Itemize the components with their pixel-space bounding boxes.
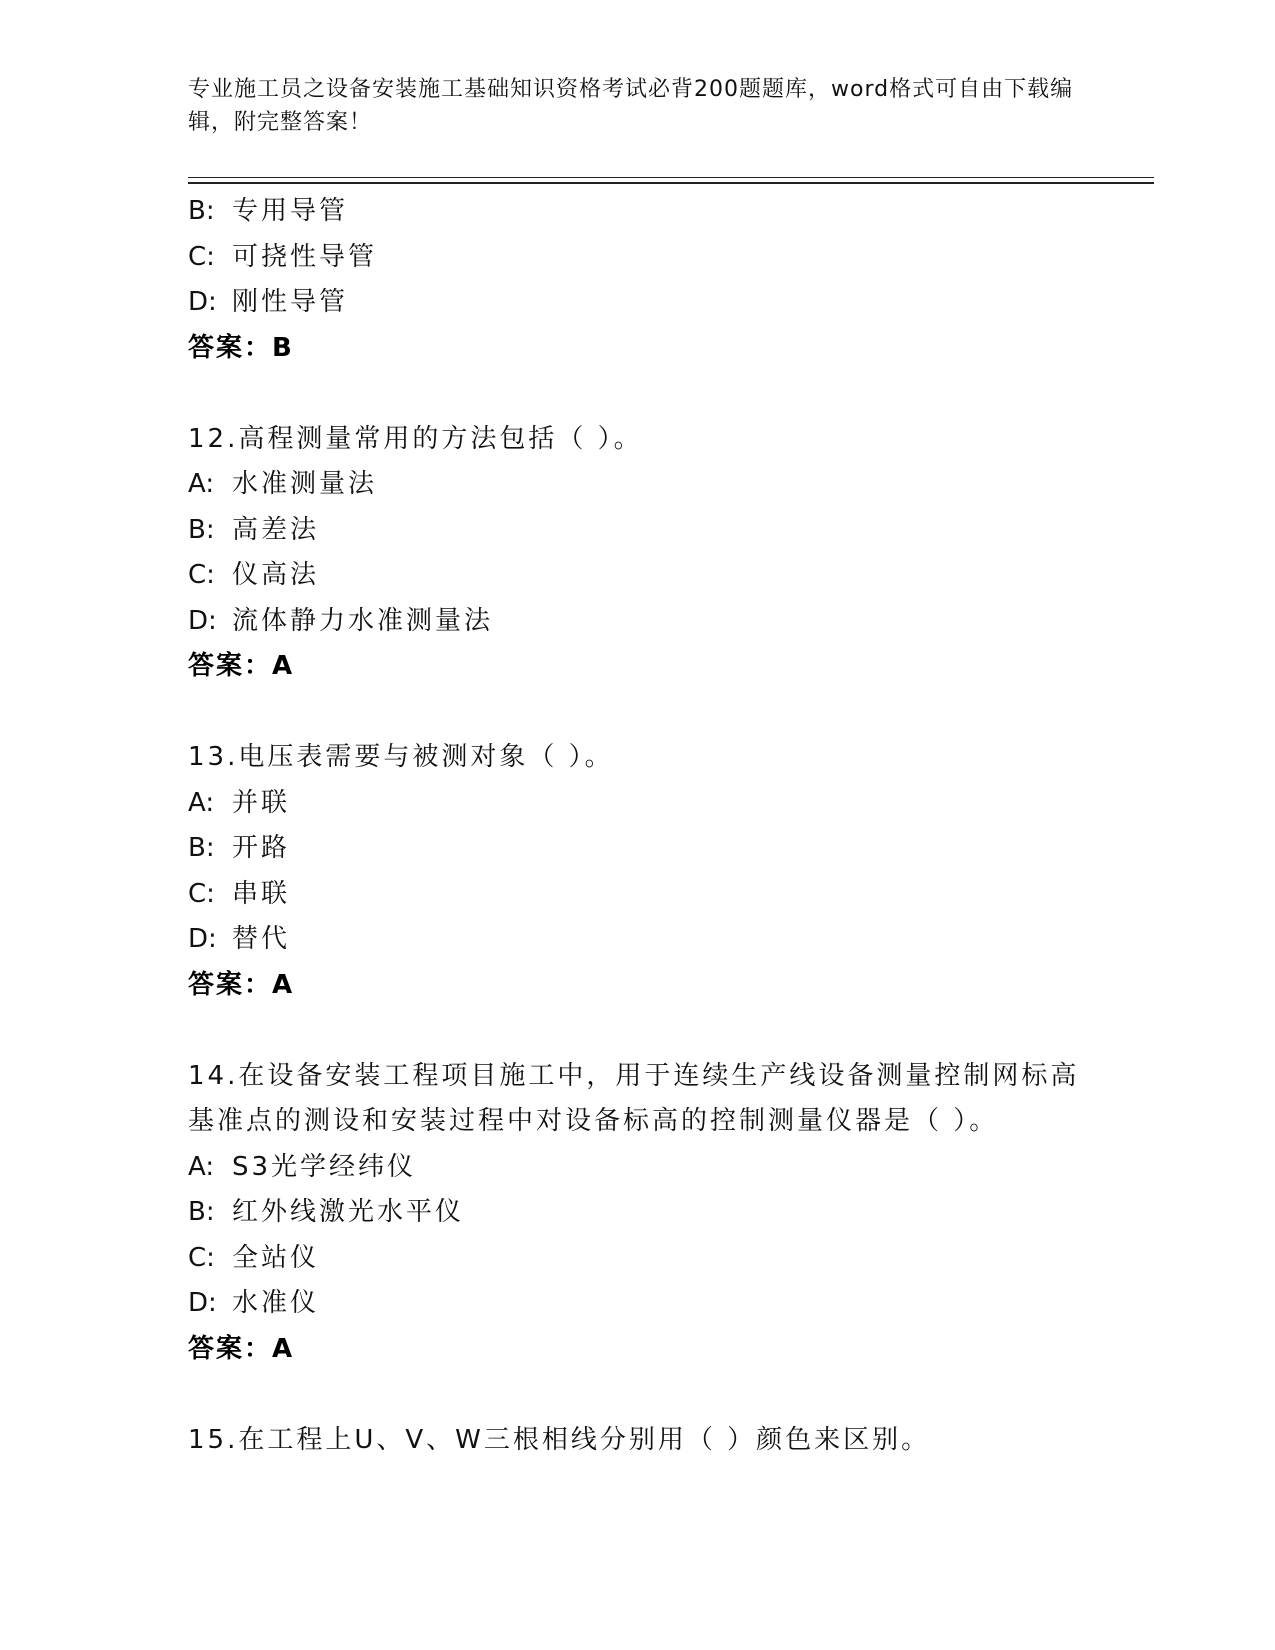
option-letter: C: <box>188 241 215 272</box>
option-text: 水准仪 <box>232 1288 320 1318</box>
option-letter: C: <box>188 878 215 909</box>
q12-option-a <box>188 462 1088 508</box>
option-text: 可挠性导管 <box>232 241 378 272</box>
q11-option-b <box>188 189 1088 235</box>
spacer <box>188 371 1088 417</box>
question-list <box>188 189 1088 1463</box>
option-text: 水准测量法 <box>232 469 378 499</box>
option-letter: D: <box>188 924 217 954</box>
q11-answer: 答案：B <box>188 332 294 363</box>
q13-option-a <box>188 781 1088 827</box>
q11-option-c <box>188 235 1088 281</box>
option-text: S3光学经纬仪 <box>232 1151 417 1182</box>
header-rule-thin <box>188 177 1154 178</box>
option-text: 全站仪 <box>232 1242 320 1273</box>
option-letter: B: <box>188 514 215 545</box>
q12-option-d <box>188 599 1088 645</box>
option-text: 高差法 <box>232 514 320 545</box>
header-rule-thick <box>188 182 1154 184</box>
q14-option-b <box>188 1190 1088 1236</box>
option-letter: C: <box>188 1242 215 1273</box>
option-letter: A: <box>188 787 215 818</box>
option-text: 串联 <box>232 878 291 909</box>
document-header: 专业施工员之设备安装施工基础知识资格考试必背200题题库，word格式可自由下载编辑，附完整答案！ <box>188 77 1074 135</box>
q13-option-b <box>188 826 1088 872</box>
spacer <box>188 690 1088 736</box>
option-letter: B: <box>188 1197 215 1227</box>
q12-answer: 答案：A <box>188 651 295 681</box>
option-text: 并联 <box>232 787 291 818</box>
option-letter: D: <box>188 605 217 636</box>
option-text: 替代 <box>232 924 291 954</box>
q12-question: 12.高程测量常用的方法包括（ ）。 <box>188 423 643 454</box>
option-letter: D: <box>188 287 217 317</box>
option-letter: B: <box>188 196 215 226</box>
q13-question: 13.电压表需要与被测对象（ ）。 <box>188 742 614 772</box>
option-letter: D: <box>188 1288 217 1318</box>
q14-option-a <box>188 1145 1088 1191</box>
q13-option-d <box>188 917 1088 963</box>
option-text: 仪高法 <box>232 560 320 590</box>
option-text: 刚性导管 <box>232 287 349 317</box>
q13-answer: 答案：A <box>188 969 295 1000</box>
option-letter: A: <box>188 469 215 499</box>
q14-question: 14.在设备安装工程项目施工中，用于连续生产线设备测量控制网标高基准点的测设和安装过程中对设备标高的控制测量仪器是（ ）。 <box>188 1060 1080 1136</box>
q12-option-b <box>188 508 1088 554</box>
option-text: 开路 <box>232 833 291 863</box>
spacer <box>188 1008 1088 1054</box>
q14-option-c <box>188 1236 1088 1282</box>
q15-question: 15.在工程上U、V、W三根相线分别用（ ）颜色来区别。 <box>188 1424 931 1455</box>
q13-option-c <box>188 872 1088 918</box>
option-letter: B: <box>188 833 215 863</box>
option-text: 红外线激光水平仪 <box>232 1197 465 1227</box>
q11-option-d <box>188 280 1088 326</box>
option-text: 专用导管 <box>232 196 349 226</box>
q14-option-d <box>188 1281 1088 1327</box>
q12-option-c <box>188 553 1088 599</box>
option-text: 流体静力水准测量法 <box>232 605 494 636</box>
option-letter: C: <box>188 560 215 590</box>
spacer <box>188 1372 1088 1418</box>
q14-answer: 答案：A <box>188 1333 295 1364</box>
option-letter: A: <box>188 1151 215 1182</box>
